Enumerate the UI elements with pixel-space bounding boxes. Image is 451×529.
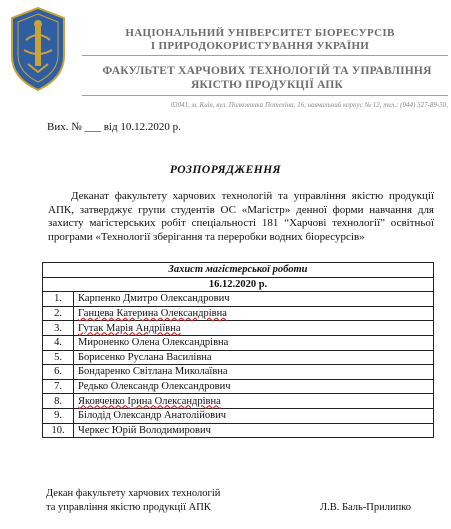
- order-paragraph: Деканат факультету харчових технологій та управління якістю продукції АПК, затверджує групи студентів ОС «Магістр» денної форми навчання для захисту магістерських робіт спеціальності 181 “Харчові технології” освітньої програми «Технології зберігання та переробки водних біоресурсів»: [48, 190, 434, 243]
- row-number: 4.: [43, 335, 74, 350]
- table-row: [43, 408, 434, 423]
- row-number: 3.: [43, 321, 74, 336]
- student-name: Борисенко Руслана Василівна: [74, 350, 434, 365]
- table-row: [43, 379, 434, 394]
- table-row: [43, 394, 434, 409]
- student-name: [74, 321, 434, 336]
- table-row: [43, 321, 434, 336]
- student-name-text: Яковченко Ірина Олександрівна: [78, 395, 221, 407]
- student-name: Бондаренко Світлана Миколаївна: [74, 365, 434, 380]
- row-number: 8.: [43, 394, 74, 409]
- student-name-text: Ганцева Катерина Олександрівна: [78, 308, 227, 320]
- row-number: 9.: [43, 408, 74, 423]
- student-name-text: Гутак Марія Андріївна: [78, 322, 181, 334]
- row-number: 6.: [43, 365, 74, 380]
- table-row: [43, 350, 434, 365]
- header-divider-bottom: [82, 95, 448, 96]
- table-row: [43, 335, 434, 350]
- table-header-row: [43, 263, 434, 278]
- table-header: Захист магістерської роботи: [43, 263, 434, 278]
- student-name: [74, 394, 434, 409]
- table-row: [43, 365, 434, 380]
- table-row: [43, 292, 434, 307]
- faculty-name-line1: ФАКУЛЬТЕТ ХАРЧОВИХ ТЕХНОЛОГІЙ ТА УПРАВЛІННЯ: [102, 65, 432, 77]
- signatory-title-line1: Декан факультету харчових технологій: [46, 488, 221, 499]
- student-name: Карпенко Дмитро Олександрович: [74, 292, 434, 307]
- defense-date: 16.12.2020 р.: [43, 277, 434, 292]
- row-number: 1.: [43, 292, 74, 307]
- table-row: [43, 306, 434, 321]
- student-name: Білодід Олександр Анатолійович: [74, 408, 434, 423]
- signatory-name: Л.В. Баль-Прилипко: [320, 502, 412, 513]
- faculty-address: 03041, м. Київ, вул. Полковника Потехіна, 16, навчальний корпус № 12, тел.: (044) 527-89-50,: [170, 101, 448, 109]
- university-name-line1: НАЦІОНАЛЬНИЙ УНІВЕРСИТЕТ БІОРЕСУРСІВ: [125, 27, 395, 39]
- student-name: Черкес Юрій Володимирович: [74, 423, 434, 438]
- table-date-row: [43, 277, 434, 292]
- signatory-title-line2: та управління якістю продукції АПК: [46, 502, 211, 513]
- row-number: 5.: [43, 350, 74, 365]
- university-emblem-icon: [8, 6, 68, 92]
- table-row: [43, 423, 434, 438]
- student-name: Мироненко Олена Олександрівна: [74, 335, 434, 350]
- student-name: Редько Олександр Олександрович: [74, 379, 434, 394]
- outgoing-number: Вих. № ___ від 10.12.2020 р.: [47, 121, 181, 133]
- row-number: 2.: [43, 306, 74, 321]
- document-title: РОЗПОРЯДЖЕННЯ: [169, 164, 282, 176]
- student-name: [74, 306, 434, 321]
- row-number: 7.: [43, 379, 74, 394]
- defense-schedule-table: [42, 262, 434, 438]
- university-name-line2: І ПРИРОДОКОРИСТУВАННЯ УКРАЇНИ: [150, 40, 370, 52]
- header-divider-top: [82, 55, 448, 56]
- faculty-name-line2: ЯКІСТЮ ПРОДУКЦІЇ АПК: [190, 79, 344, 91]
- row-number: 10.: [43, 423, 74, 438]
